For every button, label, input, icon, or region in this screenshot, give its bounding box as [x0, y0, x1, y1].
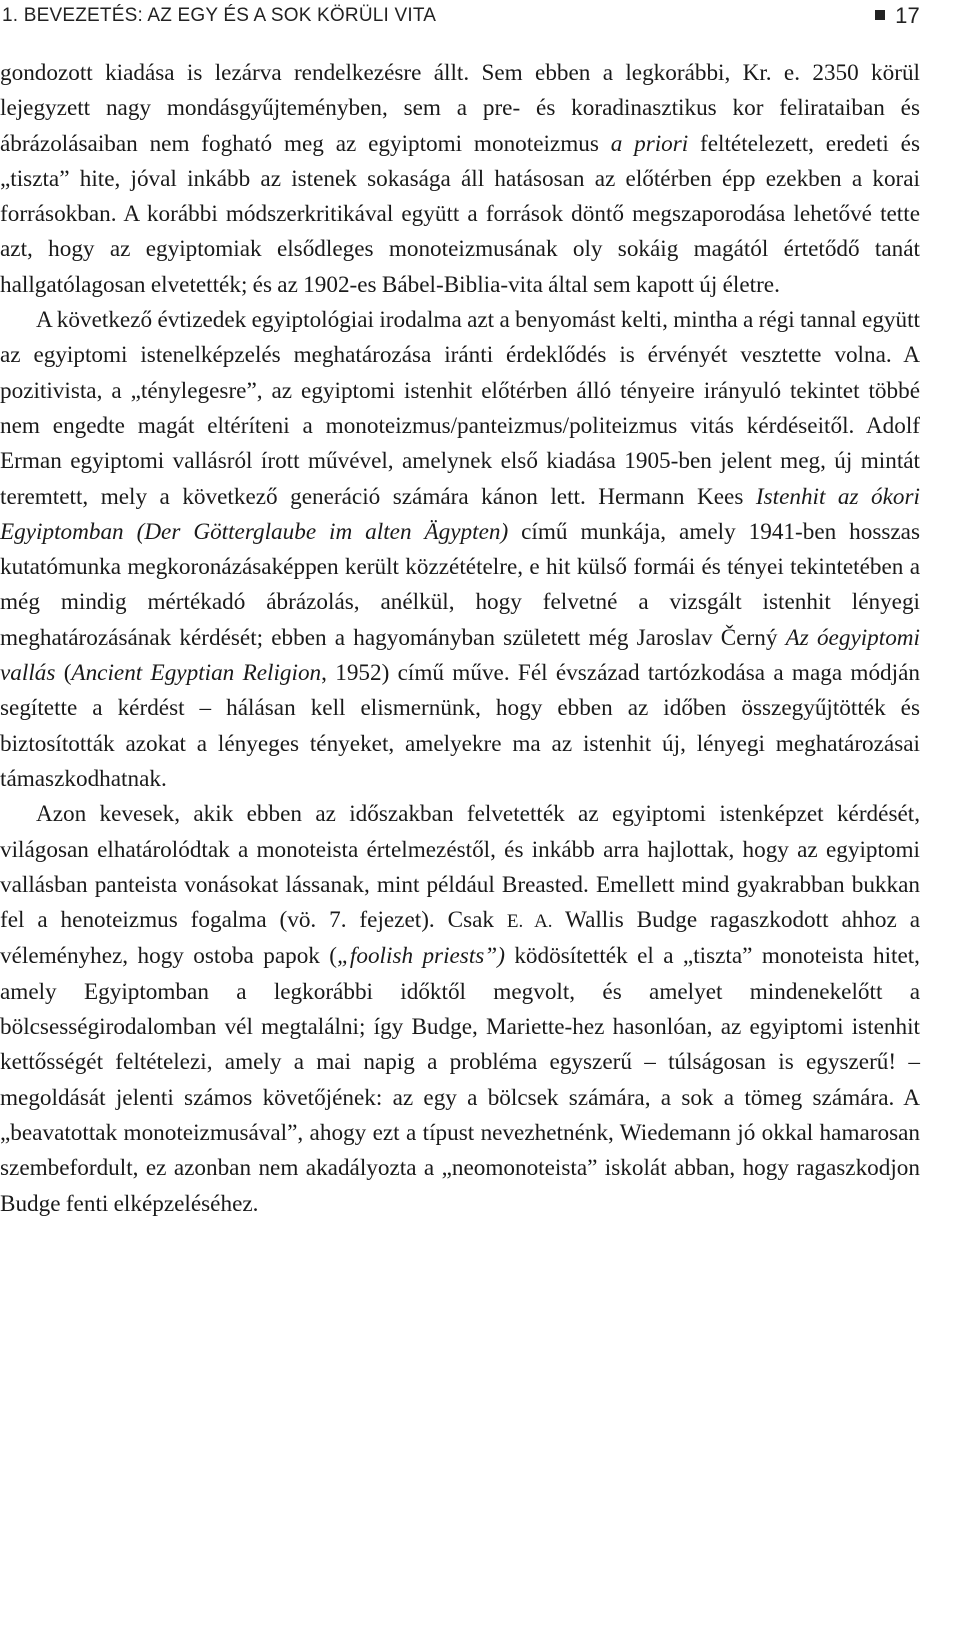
- text-run: (: [55, 660, 72, 687]
- text-run: feltételezett, eredeti és „tiszta” hite, jóval inkább az istenek sokasága áll hatásosan az előtérben épp ezekben a korai forrásokban. A korábbi módszerkritikával együtt a források döntő megszaporodása lehetővé tette azt, hogy az egyiptomiak elsődleges monoteizmusának oly sokáig magától értetődő tanát hallgatólagosan elvetették; és az 1902-es Bábel-Biblia-vita által sem kapott új életre.: [0, 130, 920, 298]
- page-number: 17: [895, 3, 920, 28]
- paragraph-2: [0, 303, 920, 797]
- italic-run: Ancient Egyptian Religion: [71, 660, 322, 687]
- text-run: gondozott kiadása is lezárva rendelkezésre állt. Sem ebben a legkorábbi, Kr. e. 2350 körül lejegyzett nagy mondásgyűjteményben, sem a pre- és koradinasztikus kor felirataiban és ábrázolásaiban nem fogható meg az egyiptomi monoteizmus: [0, 60, 920, 157]
- running-head: [0, 2, 920, 30]
- paragraph-1: [0, 56, 920, 303]
- text-run: , 1952) című műve. Fél évszázad tartózkodása a maga módján segítette a kérdést – hálásan kell elismernünk, hogy ebben az időben összegyűjtötték és biztosították azokat a lényeges tényeket, amelyekre ma az istenhit új, lényegi meghatározásai támaszkodhatnak.: [0, 660, 920, 792]
- italic-run: a priori: [610, 130, 689, 157]
- text-run: ködösítették el a „tiszta” monoteista hitet, amely Egyiptomban a legkorábbi időktől megvolt, és amelyet mindenekelőtt a bölcsességirodalomban vél megtalálni; így Budge, Mariette-hez hasonlóan, az egyiptomi istenhit kettősségét feltételezi, amely a mai napig a probléma egyszerű – túlságosan is egyszerű! – megoldását jelenti számos követőjének: az egy a bölcsek számára, a sok a tömeg számára. A „beavatottak monoteizmusával”, ahogy ezt a típust nevezhetnénk, Wiedemann jó okkal hamarosan szembefordult, ez azonban nem akadályozta a „neomonoteista” iskolát abban, hogy ragaszkodjon Budge fenti elképzeléséhez.: [0, 943, 920, 1217]
- running-title: 1. BEVEZETÉS: AZ EGY ÉS A SOK KÖRÜLI VITA: [2, 5, 437, 26]
- square-bullet-icon: [875, 10, 885, 20]
- paragraph-3: [0, 797, 920, 1222]
- text-run: Wallis Budge ragaszkodott ahhoz a véleményhez, hogy ostoba papok (: [0, 907, 921, 970]
- italic-run: Az óegyiptomi vallás: [0, 624, 920, 687]
- text-run: Azon kevesek, akik ebben az időszakban felvetették az egyiptomi istenképzet kérdését, világosan elhatárolódtak a monoteista értelmezéstől, és inkább arra hajlottak, hogy az egyiptomi vallásban panteista vonásokat lássanak, mint például Breasted. Emellett mind gyakrabban bukkan fel a henoteizmus fogalma (vö. 7. fejezet). Csak: [0, 801, 920, 934]
- body-text: [0, 56, 920, 1222]
- italic-run: „foolish priests”): [337, 943, 505, 970]
- page-folio: [875, 2, 920, 30]
- text-run: A következő évtizedek egyiptológiai irodalma azt a benyomást kelti, mintha a régi tannal együtt az egyiptomi istenelképzelés meghatározása iránti érdeklődés is érvényét vesztette volna. A pozitivista, a „ténylegesre”, az egyiptomi istenhit előtérben álló tényeire irányuló tekintet többé nem engedte magát eltéríteni a monoteizmus/panteizmus/politeizmus vitás kérdéseitől. Adolf Erman egyiptomi vallásról írott művével, amelynek első kiadása 1905-ben jelent meg, új mintát teremtett, mely a következő generáció számára kánon lett. Hermann Kees: [0, 307, 920, 510]
- italic-run: Istenhit az ókori Egyiptomban (Der Götterglaube im alten Ägypten): [0, 483, 920, 545]
- text-run: című munkája, amely 1941-ben hosszas kutatómunka megkoronázásaképpen került közzétételre, e hit külső formái és tényei tekintetében a még mindig mértékadó ábrázolás, anélkül, hogy felvetné a vizsgált istenhit lényegi meghatározásának kérdését; ebben a hagyományban született még Jaroslav Černý: [0, 518, 920, 651]
- small-caps-run: E. A.: [506, 911, 553, 933]
